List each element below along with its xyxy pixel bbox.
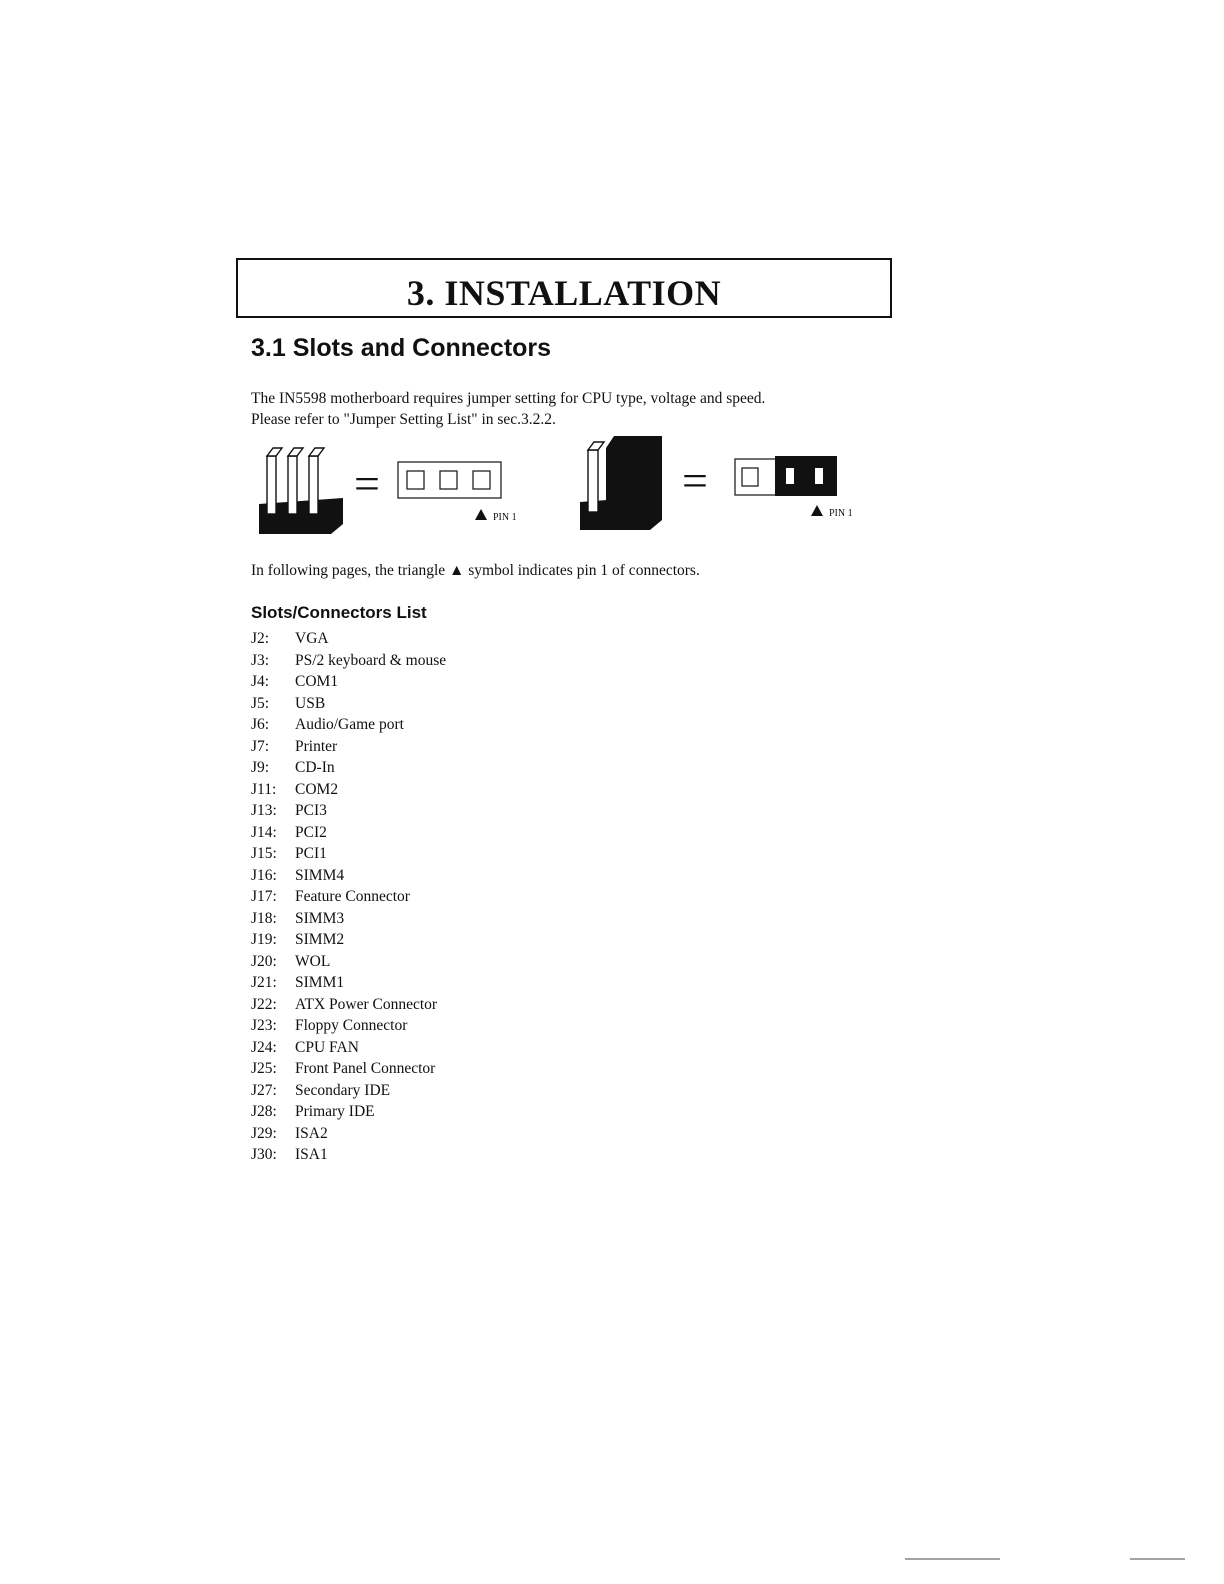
connector-id: J13: xyxy=(251,802,277,819)
connector-id: J2: xyxy=(251,630,270,647)
connector-name: PS/2 keyboard & mouse xyxy=(295,651,447,669)
connector-id: J28: xyxy=(251,1103,277,1120)
connector-name: COM1 xyxy=(295,673,339,690)
connector-name: SIMM1 xyxy=(295,974,345,991)
connector-id: J14: xyxy=(251,823,277,841)
chapter-title-box xyxy=(236,258,892,318)
intro-line-2: Please refer to "Jumper Setting List" in sec.3.2.2. xyxy=(251,411,556,428)
list-item xyxy=(251,800,446,822)
jumper-cap-3d-icon xyxy=(580,436,662,530)
list-item xyxy=(251,951,446,973)
connector-name: ATX Power Connector xyxy=(295,995,438,1013)
list-item xyxy=(251,779,446,801)
list-item xyxy=(251,1144,446,1166)
list-item xyxy=(251,650,446,672)
connector-id: J23: xyxy=(251,1017,277,1034)
equals-sign: = xyxy=(682,455,708,506)
connector-name: Front Panel Connector xyxy=(295,1060,436,1077)
connector-name: WOL xyxy=(295,952,331,970)
list-item xyxy=(251,757,446,779)
connector-id: J6: xyxy=(251,716,270,733)
connectors-list xyxy=(251,628,446,1166)
connector-id: J15: xyxy=(251,845,277,862)
connector-name: CPU FAN xyxy=(295,1038,359,1056)
connector-id: J27: xyxy=(251,1081,277,1099)
jumper-closed-diagram xyxy=(578,432,868,532)
list-item xyxy=(251,1037,446,1059)
connector-id: J17: xyxy=(251,888,277,905)
connector-id: J9: xyxy=(251,759,270,776)
connector-name: PCI3 xyxy=(295,802,327,819)
connector-id: J18: xyxy=(251,909,277,927)
list-item xyxy=(251,929,446,951)
connector-name: Secondary IDE xyxy=(295,1081,391,1099)
list-item xyxy=(251,628,446,650)
connector-id: J29: xyxy=(251,1124,277,1142)
connector-id: J7: xyxy=(251,737,270,755)
connector-id: J4: xyxy=(251,673,270,690)
connector-id: J16: xyxy=(251,866,277,884)
connector-name: SIMM4 xyxy=(295,866,345,884)
list-item xyxy=(251,865,446,887)
list-item xyxy=(251,693,446,715)
pin-1-label: PIN 1 xyxy=(493,512,517,523)
list-item xyxy=(251,886,446,908)
equals-sign: = xyxy=(354,458,380,509)
connector-name: Audio/Game port xyxy=(295,716,404,733)
scan-artifact xyxy=(1130,1558,1185,1560)
list-item xyxy=(251,822,446,844)
connector-name: PCI1 xyxy=(295,845,327,862)
pin-note-after: symbol indicates pin 1 of connectors. xyxy=(468,562,700,579)
list-item xyxy=(251,994,446,1016)
connector-name: SIMM2 xyxy=(295,931,345,948)
connector-name: Printer xyxy=(295,737,338,755)
intro-paragraph xyxy=(251,388,871,430)
connector-id: J19: xyxy=(251,931,277,948)
list-item xyxy=(251,736,446,758)
list-item xyxy=(251,908,446,930)
section-heading: 3.1 Slots and Connectors xyxy=(251,334,552,362)
connector-name: CD-In xyxy=(295,759,335,776)
list-item xyxy=(251,1058,446,1080)
jumper-pins-3d-icon xyxy=(259,448,343,534)
jumper-closed-schematic-icon xyxy=(735,456,837,496)
connector-id: J11: xyxy=(251,780,277,798)
connector-id: J30: xyxy=(251,1146,277,1163)
connector-name: Feature Connector xyxy=(295,888,410,905)
jumper-open-schematic-icon xyxy=(398,462,501,498)
connector-name: Floppy Connector xyxy=(295,1017,408,1034)
connector-id: J21: xyxy=(251,974,277,991)
list-item xyxy=(251,1101,446,1123)
pin-1-label: PIN 1 xyxy=(829,508,853,519)
pin-1-triangle-icon xyxy=(475,509,487,520)
pin-1-triangle-icon xyxy=(811,505,823,516)
intro-line-1: The IN5598 motherboard requires jumper setting for CPU type, voltage and speed. xyxy=(251,390,766,407)
connector-name: ISA2 xyxy=(295,1124,328,1142)
list-item xyxy=(251,714,446,736)
connector-name: COM2 xyxy=(295,780,339,798)
list-item xyxy=(251,1080,446,1102)
connector-id: J20: xyxy=(251,952,277,970)
connector-name: USB xyxy=(295,694,326,712)
list-item xyxy=(251,972,446,994)
jumper-open-diagram xyxy=(255,442,545,538)
scan-artifact xyxy=(905,1558,1000,1560)
connector-name: VGA xyxy=(295,630,329,647)
connector-id: J5: xyxy=(251,694,270,712)
connector-name: Primary IDE xyxy=(295,1103,375,1120)
connector-id: J25: xyxy=(251,1060,277,1077)
connector-name: SIMM3 xyxy=(295,909,345,927)
pin-note-before: In following pages, the triangle xyxy=(251,562,446,579)
list-item xyxy=(251,1015,446,1037)
connector-name: PCI2 xyxy=(295,823,327,841)
list-item xyxy=(251,671,446,693)
connectors-list-heading: Slots/Connectors List xyxy=(251,603,427,622)
connector-id: J24: xyxy=(251,1038,277,1056)
list-item xyxy=(251,843,446,865)
connector-id: J22: xyxy=(251,995,277,1013)
chapter-title: 3. INSTALLATION xyxy=(406,273,722,313)
connector-id: J3: xyxy=(251,651,270,669)
pin-note xyxy=(251,562,700,580)
triangle-icon: ▲ xyxy=(449,562,465,579)
list-item xyxy=(251,1123,446,1145)
connector-name: ISA1 xyxy=(295,1146,328,1163)
